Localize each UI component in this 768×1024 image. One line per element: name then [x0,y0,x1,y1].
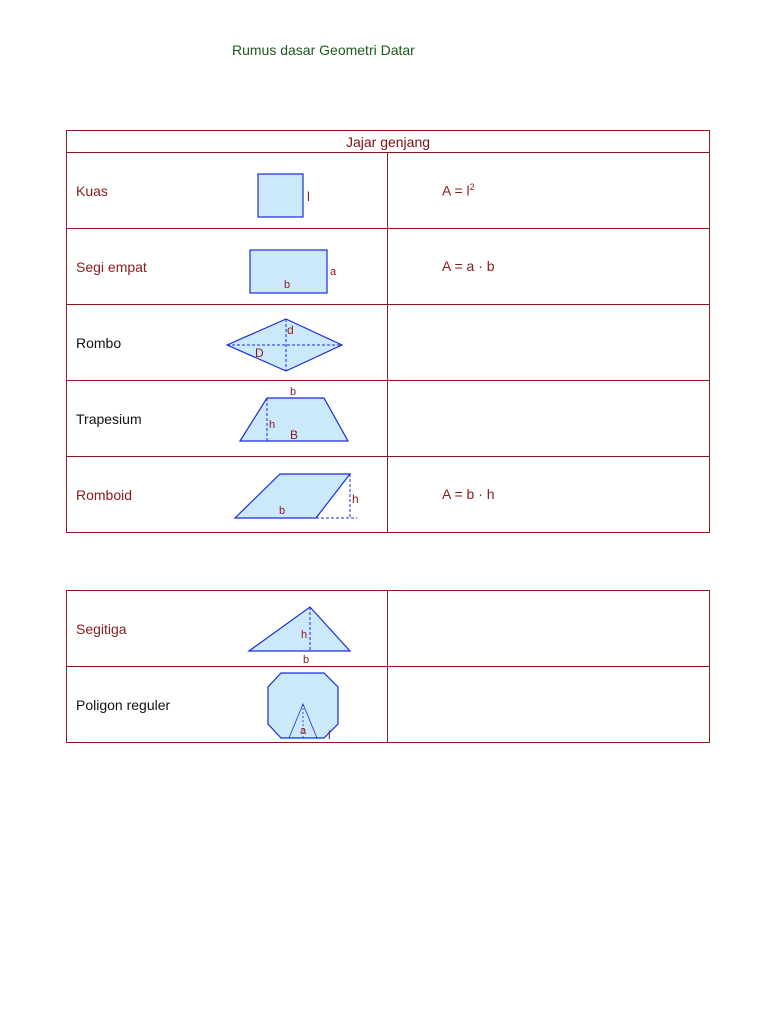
label-a: a [330,266,337,278]
formula-cell [388,381,710,457]
table-header: Jajar genjang [67,131,710,153]
trapezoid-figure [67,381,388,457]
table-row [67,667,710,743]
label-d: d [287,323,294,337]
shapes-table-2 [66,590,710,743]
shape-cell [67,457,388,533]
formula-cell [388,591,710,667]
shape-cell [67,667,388,743]
table-row [67,381,710,457]
label-h: h [269,419,276,431]
label-l: l [328,728,331,742]
formula: A = a · b [442,257,495,274]
label-B: B [290,428,299,442]
square-figure [67,153,388,229]
page-title: Rumus dasar Geometri Datar [232,42,415,58]
label-h: h [301,629,308,641]
triangle-figure [67,591,388,667]
parallelogram-figure [67,457,388,533]
table-row [67,591,710,667]
shape-cell [67,381,388,457]
formula-cell [388,305,710,381]
rectangle-figure [67,229,388,305]
label-b: b [290,386,297,398]
label-l: l [307,189,310,204]
formula-text: A = l [442,181,470,198]
shape-name: Trapesium [76,410,142,427]
shapes-table-1 [66,130,710,533]
regular-polygon-figure [67,667,388,743]
shape-cell [67,305,388,381]
formula [442,181,475,198]
label-b: b [303,654,310,666]
shape-name: Romboid [76,486,133,503]
label-b: b [279,505,286,517]
shape-name: Kuas [76,182,108,199]
label-h: h [352,492,359,506]
label-a: a [300,725,307,737]
table-row [67,305,710,381]
formula-cell [388,229,710,305]
table-row [67,153,710,229]
shape-name: Segi empat [76,258,147,275]
table-row [67,229,710,305]
shape-name: Segitiga [76,620,127,637]
shape-cell [67,153,388,229]
label-b: b [284,279,291,291]
label-D: D [255,346,264,360]
formula-cell [388,667,710,743]
formula-cell [388,153,710,229]
formula: A = b · h [442,485,495,502]
shape-name: Poligon reguler [76,696,171,713]
shape-cell [67,591,388,667]
formula-superscript: 2 [469,181,475,192]
shape-cell [67,229,388,305]
table-row [67,457,710,533]
shape-name: Rombo [76,334,122,351]
rhombus-figure [67,305,388,381]
formula-cell [388,457,710,533]
